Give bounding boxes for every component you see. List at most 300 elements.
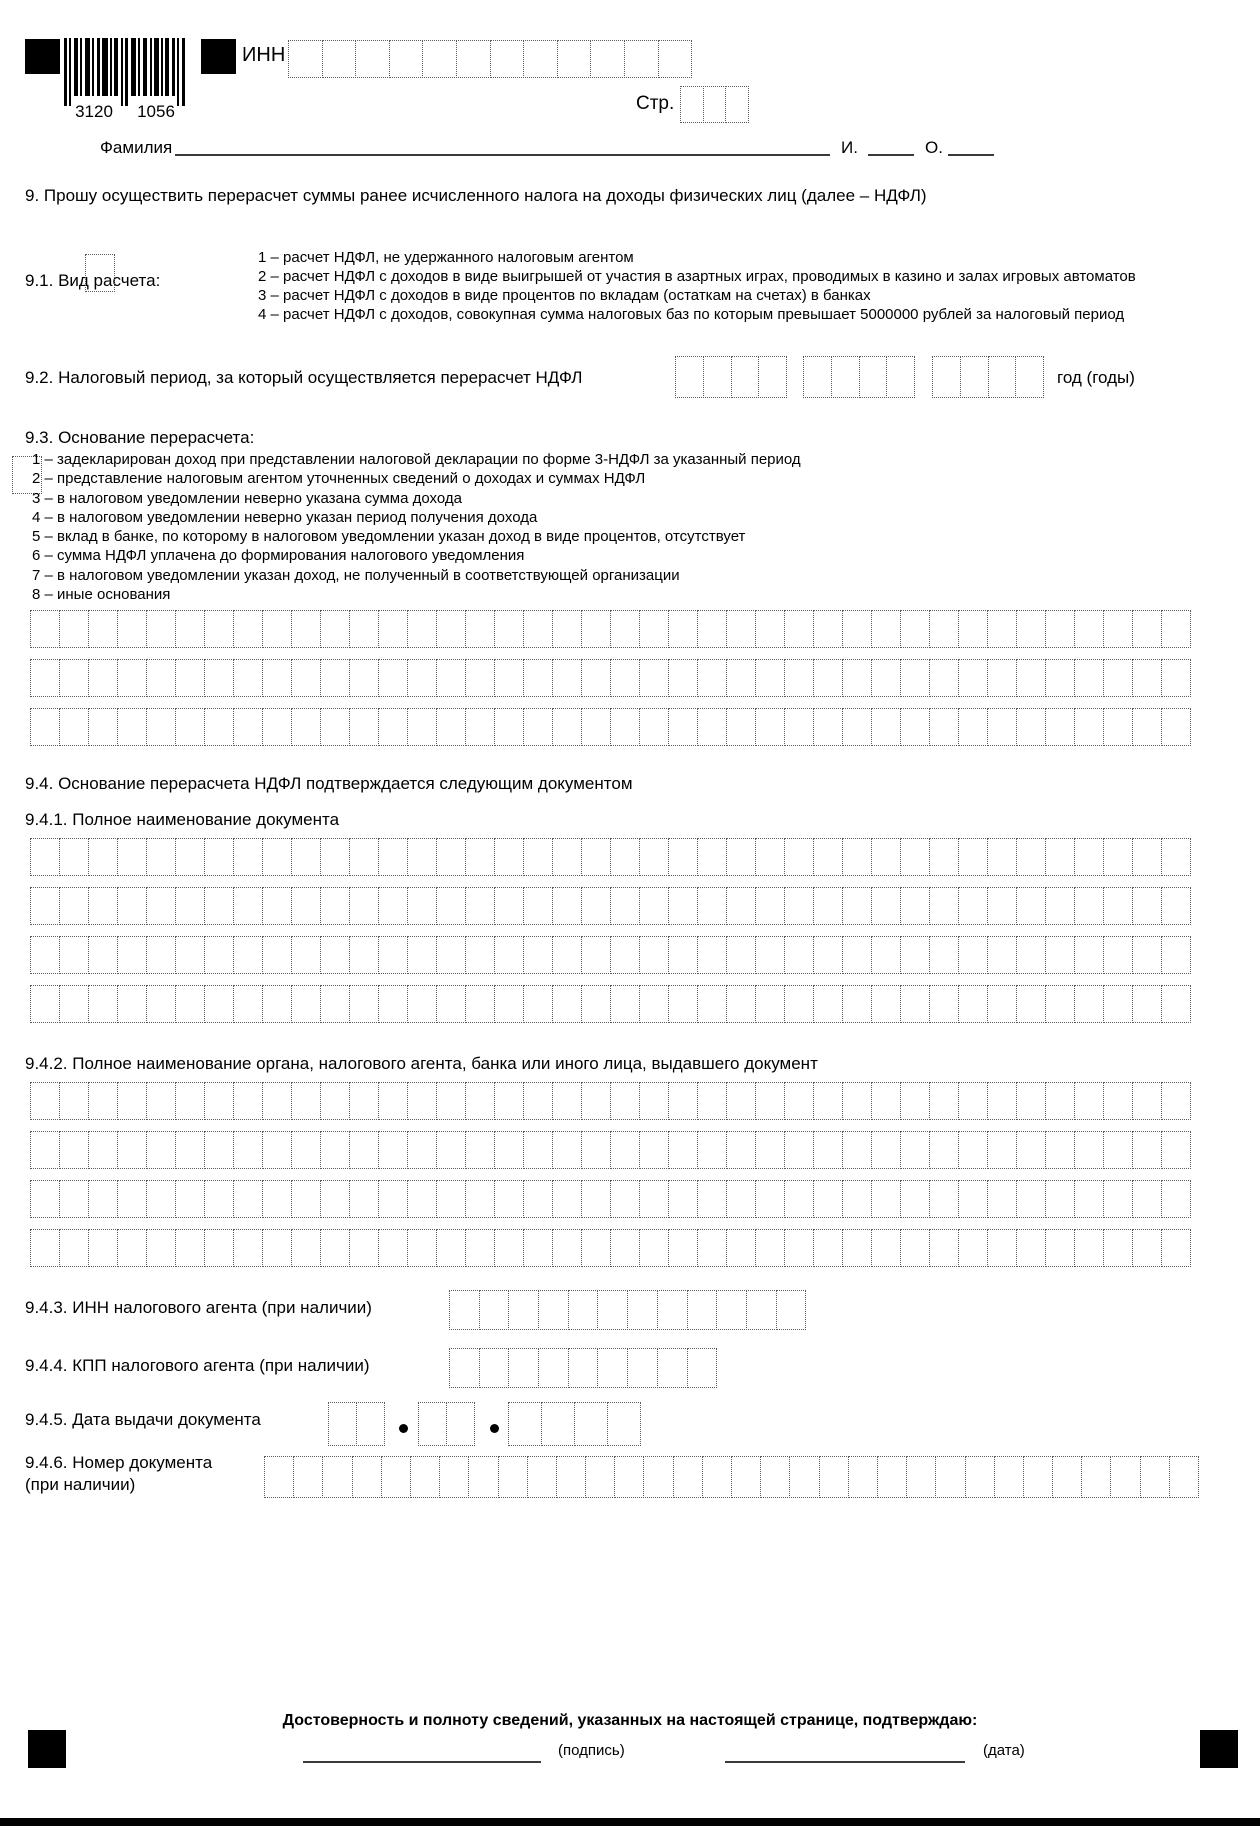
input-cell[interactable] <box>175 1082 205 1120</box>
input-cell[interactable] <box>407 1082 437 1120</box>
input-cell[interactable] <box>320 936 350 974</box>
input-cell[interactable] <box>1074 838 1104 876</box>
input-cell[interactable] <box>88 936 118 974</box>
input-cell[interactable] <box>900 1229 930 1267</box>
input-cell[interactable] <box>59 887 89 925</box>
input-cell[interactable] <box>675 356 704 398</box>
input-cell[interactable] <box>831 356 860 398</box>
input-cell[interactable] <box>1016 838 1046 876</box>
input-cell[interactable] <box>320 1229 350 1267</box>
input-cell[interactable] <box>175 1229 205 1267</box>
input-cell[interactable] <box>349 659 379 697</box>
input-cell[interactable] <box>349 936 379 974</box>
input-cell[interactable] <box>610 887 640 925</box>
input-cell[interactable] <box>320 610 350 648</box>
input-cell[interactable] <box>668 659 698 697</box>
recalc-basis-textfield[interactable] <box>30 610 1191 757</box>
input-cell[interactable] <box>523 1082 553 1120</box>
input-cell[interactable] <box>697 985 727 1023</box>
input-cell[interactable] <box>88 659 118 697</box>
input-cell[interactable] <box>59 985 89 1023</box>
input-cell[interactable] <box>30 659 60 697</box>
input-cell[interactable] <box>639 1180 669 1218</box>
input-cell[interactable] <box>175 1131 205 1169</box>
input-cell[interactable] <box>581 985 611 1023</box>
input-cell[interactable] <box>1074 659 1104 697</box>
input-cell[interactable] <box>871 936 901 974</box>
input-cell[interactable] <box>30 610 60 648</box>
input-cell[interactable] <box>726 659 756 697</box>
input-cell[interactable] <box>581 838 611 876</box>
input-cell[interactable] <box>813 985 843 1023</box>
input-cell[interactable] <box>581 887 611 925</box>
input-cell[interactable] <box>627 1348 658 1388</box>
date-line[interactable] <box>725 1743 965 1763</box>
input-cell[interactable] <box>1161 708 1191 746</box>
input-cell[interactable] <box>776 1290 807 1330</box>
input-cell[interactable] <box>378 1131 408 1169</box>
input-cell[interactable] <box>175 985 205 1023</box>
input-cell[interactable] <box>1016 1229 1046 1267</box>
input-cell[interactable] <box>175 659 205 697</box>
input-cell[interactable] <box>88 887 118 925</box>
input-cell[interactable] <box>494 610 524 648</box>
input-cell[interactable] <box>146 708 176 746</box>
input-cell[interactable] <box>523 936 553 974</box>
input-cell[interactable] <box>436 936 466 974</box>
input-cell[interactable] <box>175 610 205 648</box>
input-cell[interactable] <box>639 985 669 1023</box>
input-cell[interactable] <box>803 356 832 398</box>
input-cell[interactable] <box>291 1131 321 1169</box>
input-cell[interactable] <box>760 1456 790 1498</box>
tax-period-field-group-1[interactable] <box>675 356 787 398</box>
input-cell[interactable] <box>929 1131 959 1169</box>
input-cell[interactable] <box>1132 659 1162 697</box>
input-cell[interactable] <box>1045 1131 1075 1169</box>
doc-date-month-field[interactable] <box>418 1402 475 1446</box>
input-cell[interactable] <box>349 1229 379 1267</box>
input-cell[interactable] <box>726 1229 756 1267</box>
input-cell[interactable] <box>581 659 611 697</box>
input-cell[interactable] <box>726 610 756 648</box>
grid-row[interactable] <box>30 838 1191 876</box>
input-cell[interactable] <box>378 708 408 746</box>
input-cell[interactable] <box>494 887 524 925</box>
input-cell[interactable] <box>59 1229 89 1267</box>
input-cell[interactable] <box>146 610 176 648</box>
input-cell[interactable] <box>1074 936 1104 974</box>
input-cell[interactable] <box>958 610 988 648</box>
input-cell[interactable] <box>935 1456 965 1498</box>
input-cell[interactable] <box>465 1131 495 1169</box>
input-cell[interactable] <box>378 659 408 697</box>
input-cell[interactable] <box>614 1456 644 1498</box>
input-cell[interactable] <box>233 985 263 1023</box>
input-cell[interactable] <box>262 1082 292 1120</box>
input-cell[interactable] <box>262 936 292 974</box>
input-cell[interactable] <box>848 1456 878 1498</box>
input-cell[interactable] <box>842 708 872 746</box>
input-cell[interactable] <box>552 1229 582 1267</box>
input-cell[interactable] <box>349 1082 379 1120</box>
input-cell[interactable] <box>322 40 357 78</box>
input-cell[interactable] <box>610 1131 640 1169</box>
first-initial-line[interactable] <box>868 136 914 156</box>
input-cell[interactable] <box>610 1229 640 1267</box>
input-cell[interactable] <box>639 887 669 925</box>
input-cell[interactable] <box>1132 1082 1162 1120</box>
input-cell[interactable] <box>900 708 930 746</box>
input-cell[interactable] <box>146 1229 176 1267</box>
input-cell[interactable] <box>1161 985 1191 1023</box>
input-cell[interactable] <box>523 40 558 78</box>
input-cell[interactable] <box>320 708 350 746</box>
input-cell[interactable] <box>288 40 323 78</box>
input-cell[interactable] <box>746 1290 777 1330</box>
input-cell[interactable] <box>527 1456 557 1498</box>
input-cell[interactable] <box>349 985 379 1023</box>
input-cell[interactable] <box>1161 838 1191 876</box>
input-cell[interactable] <box>494 1082 524 1120</box>
input-cell[interactable] <box>929 887 959 925</box>
input-cell[interactable] <box>479 1348 510 1388</box>
input-cell[interactable] <box>958 1229 988 1267</box>
input-cell[interactable] <box>262 610 292 648</box>
input-cell[interactable] <box>264 1456 294 1498</box>
input-cell[interactable] <box>1016 659 1046 697</box>
input-cell[interactable] <box>987 610 1017 648</box>
input-cell[interactable] <box>819 1456 849 1498</box>
input-cell[interactable] <box>30 887 60 925</box>
inn-field[interactable] <box>288 40 692 78</box>
input-cell[interactable] <box>88 1131 118 1169</box>
input-cell[interactable] <box>842 887 872 925</box>
input-cell[interactable] <box>88 1180 118 1218</box>
input-cell[interactable] <box>1045 838 1075 876</box>
input-cell[interactable] <box>436 1180 466 1218</box>
input-cell[interactable] <box>784 610 814 648</box>
input-cell[interactable] <box>1161 936 1191 974</box>
input-cell[interactable] <box>1103 887 1133 925</box>
input-cell[interactable] <box>758 356 787 398</box>
input-cell[interactable] <box>88 708 118 746</box>
input-cell[interactable] <box>687 1290 718 1330</box>
input-cell[interactable] <box>59 1082 89 1120</box>
input-cell[interactable] <box>697 659 727 697</box>
input-cell[interactable] <box>668 985 698 1023</box>
page-number-field[interactable] <box>680 86 749 123</box>
input-cell[interactable] <box>1161 1229 1191 1267</box>
input-cell[interactable] <box>859 356 888 398</box>
input-cell[interactable] <box>465 610 495 648</box>
input-cell[interactable] <box>697 1131 727 1169</box>
input-cell[interactable] <box>378 887 408 925</box>
input-cell[interactable] <box>204 1180 234 1218</box>
input-cell[interactable] <box>407 610 437 648</box>
input-cell[interactable] <box>465 708 495 746</box>
input-cell[interactable] <box>668 1180 698 1218</box>
input-cell[interactable] <box>117 985 147 1023</box>
input-cell[interactable] <box>1074 708 1104 746</box>
input-cell[interactable] <box>755 887 785 925</box>
input-cell[interactable] <box>702 1456 732 1498</box>
input-cell[interactable] <box>233 1180 263 1218</box>
input-cell[interactable] <box>1103 610 1133 648</box>
input-cell[interactable] <box>291 1229 321 1267</box>
input-cell[interactable] <box>494 1180 524 1218</box>
input-cell[interactable] <box>813 1229 843 1267</box>
input-cell[interactable] <box>1045 1229 1075 1267</box>
input-cell[interactable] <box>494 985 524 1023</box>
input-cell[interactable] <box>597 1290 628 1330</box>
input-cell[interactable] <box>204 838 234 876</box>
input-cell[interactable] <box>378 985 408 1023</box>
input-cell[interactable] <box>291 610 321 648</box>
input-cell[interactable] <box>117 659 147 697</box>
input-cell[interactable] <box>703 86 727 123</box>
input-cell[interactable] <box>871 1229 901 1267</box>
input-cell[interactable] <box>233 936 263 974</box>
input-cell[interactable] <box>381 1456 411 1498</box>
input-cell[interactable] <box>494 1131 524 1169</box>
input-cell[interactable] <box>407 1180 437 1218</box>
input-cell[interactable] <box>30 708 60 746</box>
input-cell[interactable] <box>1045 887 1075 925</box>
input-cell[interactable] <box>784 936 814 974</box>
input-cell[interactable] <box>436 838 466 876</box>
input-cell[interactable] <box>668 610 698 648</box>
input-cell[interactable] <box>378 936 408 974</box>
input-cell[interactable] <box>958 1180 988 1218</box>
input-cell[interactable] <box>1132 1180 1162 1218</box>
input-cell[interactable] <box>552 610 582 648</box>
input-cell[interactable] <box>1016 1082 1046 1120</box>
input-cell[interactable] <box>900 610 930 648</box>
input-cell[interactable] <box>1132 936 1162 974</box>
input-cell[interactable] <box>494 1229 524 1267</box>
input-cell[interactable] <box>610 985 640 1023</box>
input-cell[interactable] <box>1103 1082 1133 1120</box>
input-cell[interactable] <box>30 1180 60 1218</box>
input-cell[interactable] <box>900 659 930 697</box>
input-cell[interactable] <box>407 985 437 1023</box>
input-cell[interactable] <box>523 708 553 746</box>
input-cell[interactable] <box>639 1082 669 1120</box>
input-cell[interactable] <box>523 985 553 1023</box>
input-cell[interactable] <box>1016 1131 1046 1169</box>
input-cell[interactable] <box>146 659 176 697</box>
input-cell[interactable] <box>552 838 582 876</box>
tax-period-field-group-3[interactable] <box>932 356 1044 398</box>
input-cell[interactable] <box>436 1131 466 1169</box>
input-cell[interactable] <box>407 708 437 746</box>
input-cell[interactable] <box>1103 936 1133 974</box>
input-cell[interactable] <box>1103 985 1133 1023</box>
input-cell[interactable] <box>755 838 785 876</box>
input-cell[interactable] <box>987 659 1017 697</box>
input-cell[interactable] <box>1103 708 1133 746</box>
input-cell[interactable] <box>291 1180 321 1218</box>
input-cell[interactable] <box>436 1229 466 1267</box>
input-cell[interactable] <box>449 1348 480 1388</box>
input-cell[interactable] <box>842 985 872 1023</box>
input-cell[interactable] <box>552 1082 582 1120</box>
input-cell[interactable] <box>697 1229 727 1267</box>
input-cell[interactable] <box>871 708 901 746</box>
input-cell[interactable] <box>639 708 669 746</box>
input-cell[interactable] <box>233 1082 263 1120</box>
input-cell[interactable] <box>59 1131 89 1169</box>
input-cell[interactable] <box>755 610 785 648</box>
input-cell[interactable] <box>436 887 466 925</box>
input-cell[interactable] <box>1103 1180 1133 1218</box>
input-cell[interactable] <box>1016 985 1046 1023</box>
input-cell[interactable] <box>657 1348 688 1388</box>
input-cell[interactable] <box>987 838 1017 876</box>
input-cell[interactable] <box>585 1456 615 1498</box>
input-cell[interactable] <box>146 838 176 876</box>
input-cell[interactable] <box>1161 887 1191 925</box>
input-cell[interactable] <box>233 610 263 648</box>
input-cell[interactable] <box>813 887 843 925</box>
input-cell[interactable] <box>465 936 495 974</box>
input-cell[interactable] <box>59 610 89 648</box>
input-cell[interactable] <box>1045 1180 1075 1218</box>
grid-row[interactable] <box>30 985 1191 1023</box>
input-cell[interactable] <box>813 838 843 876</box>
input-cell[interactable] <box>320 1082 350 1120</box>
input-cell[interactable] <box>987 936 1017 974</box>
calc-type-checkbox-cell[interactable] <box>85 254 115 292</box>
input-cell[interactable] <box>320 887 350 925</box>
input-cell[interactable] <box>117 610 147 648</box>
input-cell[interactable] <box>1074 1082 1104 1120</box>
input-cell[interactable] <box>813 1082 843 1120</box>
input-cell[interactable] <box>59 708 89 746</box>
input-cell[interactable] <box>552 708 582 746</box>
input-cell[interactable] <box>929 1229 959 1267</box>
input-cell[interactable] <box>349 838 379 876</box>
grid-row[interactable] <box>30 1131 1191 1169</box>
input-cell[interactable] <box>262 838 292 876</box>
input-cell[interactable] <box>233 659 263 697</box>
input-cell[interactable] <box>726 1082 756 1120</box>
input-cell[interactable] <box>668 1082 698 1120</box>
input-cell[interactable] <box>204 887 234 925</box>
input-cell[interactable] <box>900 1131 930 1169</box>
input-cell[interactable] <box>1161 659 1191 697</box>
input-cell[interactable] <box>436 985 466 1023</box>
input-cell[interactable] <box>349 1180 379 1218</box>
input-cell[interactable] <box>320 985 350 1023</box>
input-cell[interactable] <box>607 1402 641 1446</box>
input-cell[interactable] <box>900 838 930 876</box>
input-cell[interactable] <box>610 1180 640 1218</box>
input-cell[interactable] <box>456 40 491 78</box>
input-cell[interactable] <box>175 936 205 974</box>
agent-inn-field[interactable] <box>449 1290 806 1330</box>
input-cell[interactable] <box>958 887 988 925</box>
input-cell[interactable] <box>697 1082 727 1120</box>
input-cell[interactable] <box>813 1180 843 1218</box>
input-cell[interactable] <box>117 708 147 746</box>
input-cell[interactable] <box>322 1456 352 1498</box>
input-cell[interactable] <box>1023 1456 1053 1498</box>
input-cell[interactable] <box>378 1229 408 1267</box>
input-cell[interactable] <box>958 838 988 876</box>
input-cell[interactable] <box>755 1229 785 1267</box>
input-cell[interactable] <box>407 659 437 697</box>
input-cell[interactable] <box>929 659 959 697</box>
input-cell[interactable] <box>581 610 611 648</box>
input-cell[interactable] <box>556 1456 586 1498</box>
input-cell[interactable] <box>987 1229 1017 1267</box>
input-cell[interactable] <box>117 887 147 925</box>
doc-number-field[interactable] <box>264 1456 1199 1498</box>
input-cell[interactable] <box>349 610 379 648</box>
agent-kpp-field[interactable] <box>449 1348 717 1388</box>
input-cell[interactable] <box>1110 1456 1140 1498</box>
input-cell[interactable] <box>59 1180 89 1218</box>
input-cell[interactable] <box>523 1229 553 1267</box>
input-cell[interactable] <box>960 356 989 398</box>
input-cell[interactable] <box>117 936 147 974</box>
input-cell[interactable] <box>117 838 147 876</box>
input-cell[interactable] <box>204 936 234 974</box>
input-cell[interactable] <box>1015 356 1044 398</box>
input-cell[interactable] <box>465 1229 495 1267</box>
input-cell[interactable] <box>1081 1456 1111 1498</box>
input-cell[interactable] <box>987 708 1017 746</box>
input-cell[interactable] <box>407 887 437 925</box>
input-cell[interactable] <box>1169 1456 1199 1498</box>
input-cell[interactable] <box>597 1348 628 1388</box>
input-cell[interactable] <box>610 659 640 697</box>
input-cell[interactable] <box>568 1348 599 1388</box>
input-cell[interactable] <box>439 1456 469 1498</box>
input-cell[interactable] <box>146 1180 176 1218</box>
input-cell[interactable] <box>436 1082 466 1120</box>
input-cell[interactable] <box>932 356 961 398</box>
input-cell[interactable] <box>88 1229 118 1267</box>
input-cell[interactable] <box>871 1180 901 1218</box>
input-cell[interactable] <box>987 1131 1017 1169</box>
input-cell[interactable] <box>262 708 292 746</box>
input-cell[interactable] <box>680 86 704 123</box>
input-cell[interactable] <box>639 1131 669 1169</box>
input-cell[interactable] <box>30 936 60 974</box>
input-cell[interactable] <box>508 1348 539 1388</box>
input-cell[interactable] <box>987 1082 1017 1120</box>
input-cell[interactable] <box>30 1229 60 1267</box>
input-cell[interactable] <box>422 40 457 78</box>
input-cell[interactable] <box>784 985 814 1023</box>
input-cell[interactable] <box>1045 936 1075 974</box>
input-cell[interactable] <box>407 1229 437 1267</box>
doc-date-day-field[interactable] <box>328 1402 385 1446</box>
input-cell[interactable] <box>204 708 234 746</box>
input-cell[interactable] <box>726 936 756 974</box>
input-cell[interactable] <box>552 1180 582 1218</box>
input-cell[interactable] <box>262 1131 292 1169</box>
input-cell[interactable] <box>842 936 872 974</box>
input-cell[interactable] <box>407 1131 437 1169</box>
input-cell[interactable] <box>30 985 60 1023</box>
input-cell[interactable] <box>378 838 408 876</box>
input-cell[interactable] <box>1161 610 1191 648</box>
input-cell[interactable] <box>668 1131 698 1169</box>
